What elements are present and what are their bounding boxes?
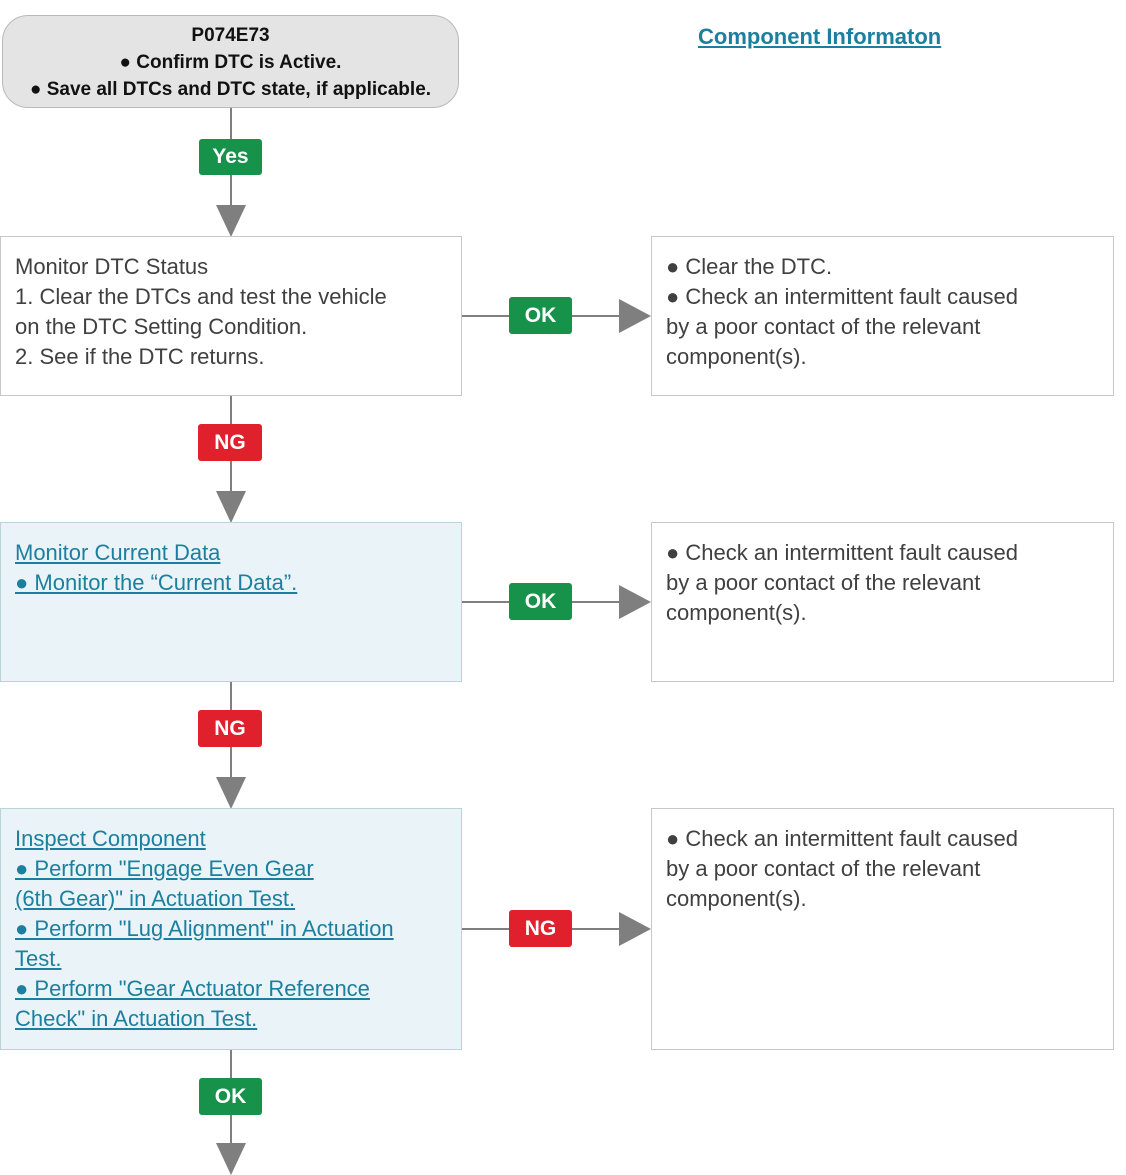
step1-title: Monitor DTC Status — [15, 254, 209, 279]
step1-text: on the DTC Setting Condition. — [15, 314, 308, 339]
step-monitor-dtc-status — [0, 236, 462, 396]
ng-badge: NG — [198, 424, 262, 461]
arrow-down-icon — [216, 205, 246, 237]
arrow-down-icon — [216, 777, 246, 809]
lug-alignment-link[interactable]: ● Perform "Lug Alignment" in Actuation — [15, 916, 394, 941]
arrow-right-icon — [619, 585, 651, 619]
ok-badge: OK — [509, 297, 572, 334]
ok-badge: OK — [199, 1078, 262, 1115]
start-line-confirm: ● Confirm DTC is Active. — [119, 52, 342, 73]
arrow-right-icon — [619, 299, 651, 333]
result3-text: by a poor contact of the relevant — [666, 856, 981, 881]
step1-text: 2. See if the DTC returns. — [15, 344, 265, 369]
ng-badge: NG — [509, 910, 572, 947]
monitor-current-data-link[interactable]: Monitor Current Data — [15, 540, 221, 565]
start-line-save: ● Save all DTCs and DTC state, if applicable. — [29, 79, 432, 100]
ng-badge: NG — [198, 710, 262, 747]
ok-badge: OK — [509, 583, 572, 620]
result3-text: component(s). — [666, 886, 807, 911]
gear-actuator-reference-link[interactable]: ● Perform "Gear Actuator Reference — [15, 976, 370, 1001]
inspect-component-link[interactable]: Inspect Component — [15, 826, 206, 851]
dtc-code: P074E73 — [191, 25, 270, 46]
result-clear-dtc — [651, 236, 1114, 396]
arrow-down-icon — [216, 1143, 246, 1175]
lug-alignment-link[interactable]: Test. — [15, 946, 62, 971]
result1-text: ● Clear the DTC. — [666, 254, 833, 279]
result1-text: ● Check an intermittent fault caused — [666, 284, 1019, 309]
engage-even-gear-link[interactable]: ● Perform "Engage Even Gear — [15, 856, 314, 881]
step-monitor-current-data — [0, 522, 462, 682]
result-intermittent-fault — [651, 522, 1114, 682]
component-information-link[interactable]: Component Informaton — [698, 24, 942, 49]
step-inspect-component — [0, 808, 462, 1050]
yes-badge: Yes — [199, 139, 262, 175]
result1-text: by a poor contact of the relevant — [666, 314, 981, 339]
arrow-right-icon — [619, 912, 651, 946]
result2-text: component(s). — [666, 600, 807, 625]
gear-actuator-reference-link[interactable]: Check" in Actuation Test. — [15, 1006, 258, 1031]
result3-text: ● Check an intermittent fault caused — [666, 826, 1019, 851]
start-node — [2, 15, 459, 108]
result2-text: ● Check an intermittent fault caused — [666, 540, 1019, 565]
step1-text: 1. Clear the DTCs and test the vehicle — [15, 284, 387, 309]
arrow-down-icon — [216, 491, 246, 523]
result2-text: by a poor contact of the relevant — [666, 570, 981, 595]
result1-text: component(s). — [666, 344, 807, 369]
engage-even-gear-link[interactable]: (6th Gear)" in Actuation Test. — [15, 886, 296, 911]
result-intermittent-fault-3 — [651, 808, 1114, 1050]
monitor-current-data-action-link[interactable]: ● Monitor the “Current Data”. — [15, 570, 298, 595]
